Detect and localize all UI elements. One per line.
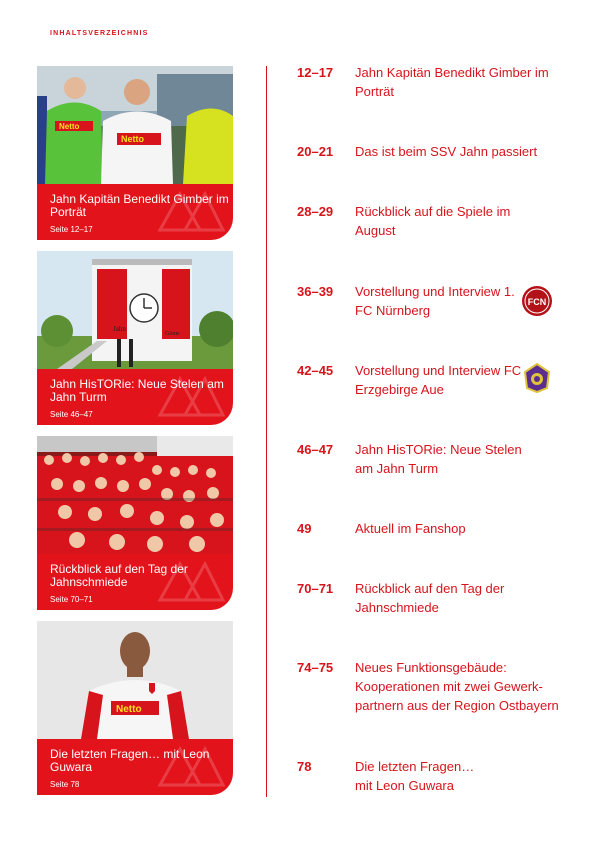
toc-title: Neues Funktionsgebäude: Kooperationen mit zwei Gewerkpartnern aus der Region Ostbayern [355, 660, 559, 713]
toc-page-number: 70–71 [297, 581, 334, 596]
tower-sign-right: Gönie [165, 331, 180, 337]
photo-youth-team [37, 436, 233, 554]
section-kicker: INHALTSVERZEICHNIS [50, 30, 149, 37]
toc-title: Rückblick auf den Tag der Jahnschmiede [355, 581, 505, 615]
feature-card-gimber[interactable] [37, 66, 233, 240]
jersey-sponsor-text: Netto [121, 134, 144, 144]
toc-page-number: 36–39 [297, 284, 334, 299]
toc-title: Jahn HisTORie: Neue Stelen am Jahn Turm [355, 442, 522, 476]
photo-players-walking-out [37, 66, 233, 184]
toc-title: Aktuell im Fanshop [355, 521, 466, 536]
fcn-crest-text: FCN [527, 297, 547, 307]
toc-page-number: 46–47 [297, 442, 334, 457]
toc-title: Das ist beim SSV Jahn passiert [355, 144, 538, 159]
card-caption-band [37, 554, 233, 610]
jersey-sponsor-text: Netto [116, 704, 142, 715]
toc-page-number: 78 [297, 759, 312, 774]
card-title: Jahn Kapitän Benedikt Gimber im Porträt [50, 192, 229, 219]
card-caption-band [37, 369, 233, 425]
card-page-ref: Seite 70–71 [50, 595, 93, 604]
photo-player-portrait [37, 621, 233, 739]
card-page-ref: Seite 12–17 [50, 225, 93, 234]
card-title: Die letzten Fragen… mit Leon Guwara [50, 747, 210, 774]
aue-crest-icon [521, 362, 553, 394]
tower-sign-left: Jahn [113, 325, 126, 333]
toc-title: Die letzten Fragen… mit Leon Guwara [355, 759, 475, 793]
toc-page-number: 28–29 [297, 204, 334, 219]
toc-page-number: 42–45 [297, 363, 334, 378]
card-page-ref: Seite 78 [50, 780, 80, 789]
feature-card-guwara[interactable] [37, 621, 233, 796]
card-page-ref: Seite 46–47 [50, 410, 93, 419]
column-divider [266, 66, 267, 797]
toc-page-number: 20–21 [297, 144, 334, 159]
fcn-crest-icon [521, 285, 553, 317]
feature-card-historie[interactable] [37, 251, 233, 425]
toc-title: Vorstellung und Interview FC Erzgebirge Aue [355, 363, 522, 397]
card-title: Jahn HisTORie: Neue Stelen am Jahn Turm [50, 377, 224, 404]
jersey-sponsor-text: Netto [59, 122, 80, 131]
toc-title: Jahn Kapitän Benedikt Gimber im Porträt [355, 65, 549, 99]
toc-title: Vorstellung und Interview 1. FC Nürnberg [355, 284, 515, 318]
card-title: Rückblick auf den Tag der Jahnschmiede [50, 562, 188, 589]
toc-title: Rückblick auf die Spiele im August [355, 204, 511, 238]
card-caption-band [37, 739, 233, 795]
toc-page-number: 74–75 [297, 660, 334, 675]
toc-page-number: 49 [297, 521, 312, 536]
feature-card-jahnschmiede[interactable] [37, 436, 233, 610]
card-caption-band [37, 184, 233, 240]
photo-jahn-tower [37, 251, 233, 369]
toc-page-number: 12–17 [297, 65, 334, 80]
